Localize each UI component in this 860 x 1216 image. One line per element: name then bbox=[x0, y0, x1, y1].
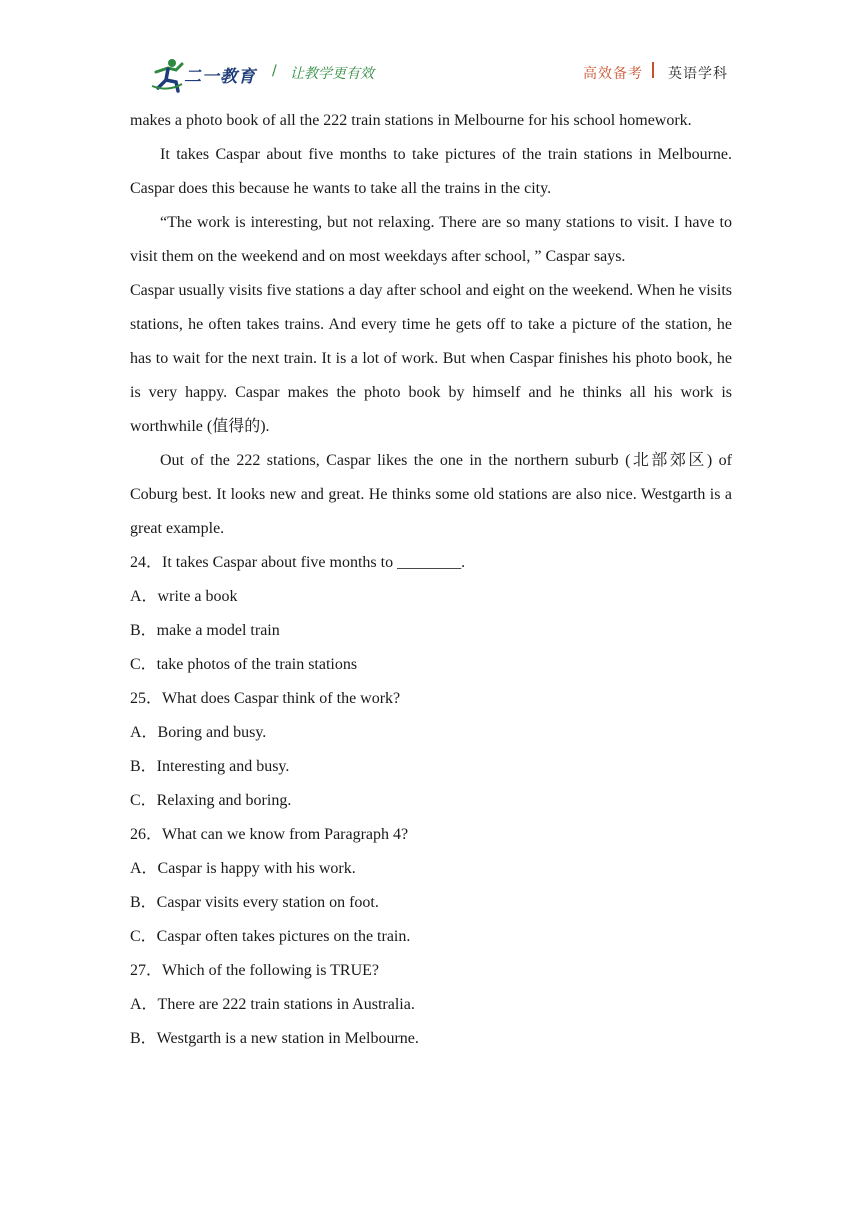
question-stem: 27．Which of the following is TRUE? bbox=[130, 962, 380, 979]
question-stem: 26．What can we know from Paragraph 4? bbox=[130, 826, 409, 843]
passage-paragraph: Out of the 222 stations, Caspar likes the one in the northern suburb (北部郊区) of Coburg best. It looks new and great. He thinks some old stations are also nice. Westgarth is a great example. bbox=[130, 452, 732, 537]
answer-option: B．Westgarth is a new station in Melbourne. bbox=[130, 1030, 419, 1047]
question-24 bbox=[130, 546, 732, 682]
answer-option: C．take photos of the train stations bbox=[130, 656, 358, 673]
question-26 bbox=[130, 818, 732, 954]
passage-paragraph: makes a photo book of all the 222 train stations in Melbourne for his school homework. bbox=[130, 112, 692, 129]
logo-text: 二一教育 bbox=[184, 67, 256, 87]
answer-option: B．Caspar visits every station on foot. bbox=[130, 894, 379, 911]
answer-option: A．write a book bbox=[130, 588, 238, 605]
question-27 bbox=[130, 954, 732, 1056]
passage-paragraph: “The work is interesting, but not relaxing. There are so many stations to visit. I have to visit them on the weekend and on most weekdays after school, ” Caspar says. bbox=[130, 214, 732, 265]
document-body bbox=[130, 104, 732, 1056]
passage-paragraph: It takes Caspar about five months to take pictures of the train stations in Melbourne. Caspar does this because he wants to take all the trains in the city. bbox=[130, 146, 732, 197]
slogan: 让教学更有效 bbox=[290, 66, 374, 82]
answer-option: A．Caspar is happy with his work. bbox=[130, 860, 356, 877]
question-stem: 25．What does Caspar think of the work? bbox=[130, 690, 401, 707]
header-tag-exam: 高效备考 bbox=[583, 66, 643, 82]
question-stem: 24．It takes Caspar about five months to ________. bbox=[130, 554, 466, 571]
answer-option: C．Relaxing and boring. bbox=[130, 792, 292, 809]
answer-option: B．make a model train bbox=[130, 622, 280, 639]
slogan-divider: / bbox=[272, 63, 277, 79]
question-25 bbox=[130, 682, 732, 818]
answer-option: C．Caspar often takes pictures on the train. bbox=[130, 928, 411, 945]
answer-option: A．Boring and busy. bbox=[130, 724, 267, 741]
page-header bbox=[0, 0, 860, 100]
answer-option: A．There are 222 train stations in Australia. bbox=[130, 996, 415, 1013]
header-tag-subject: 英语学科 bbox=[668, 66, 728, 82]
passage-paragraph: Caspar usually visits five stations a day after school and eight on the weekend. When he visits stations, he often takes trains. And every time he gets off to take a picture of the station, he has to wait for the next train. It is a lot of work. But when Caspar finishes his photo book, he is very happy. Caspar makes the photo book by himself and he thinks all his work is worthwhile (值得的). bbox=[130, 282, 732, 435]
answer-option: B．Interesting and busy. bbox=[130, 758, 290, 775]
header-tag-divider bbox=[652, 62, 654, 78]
